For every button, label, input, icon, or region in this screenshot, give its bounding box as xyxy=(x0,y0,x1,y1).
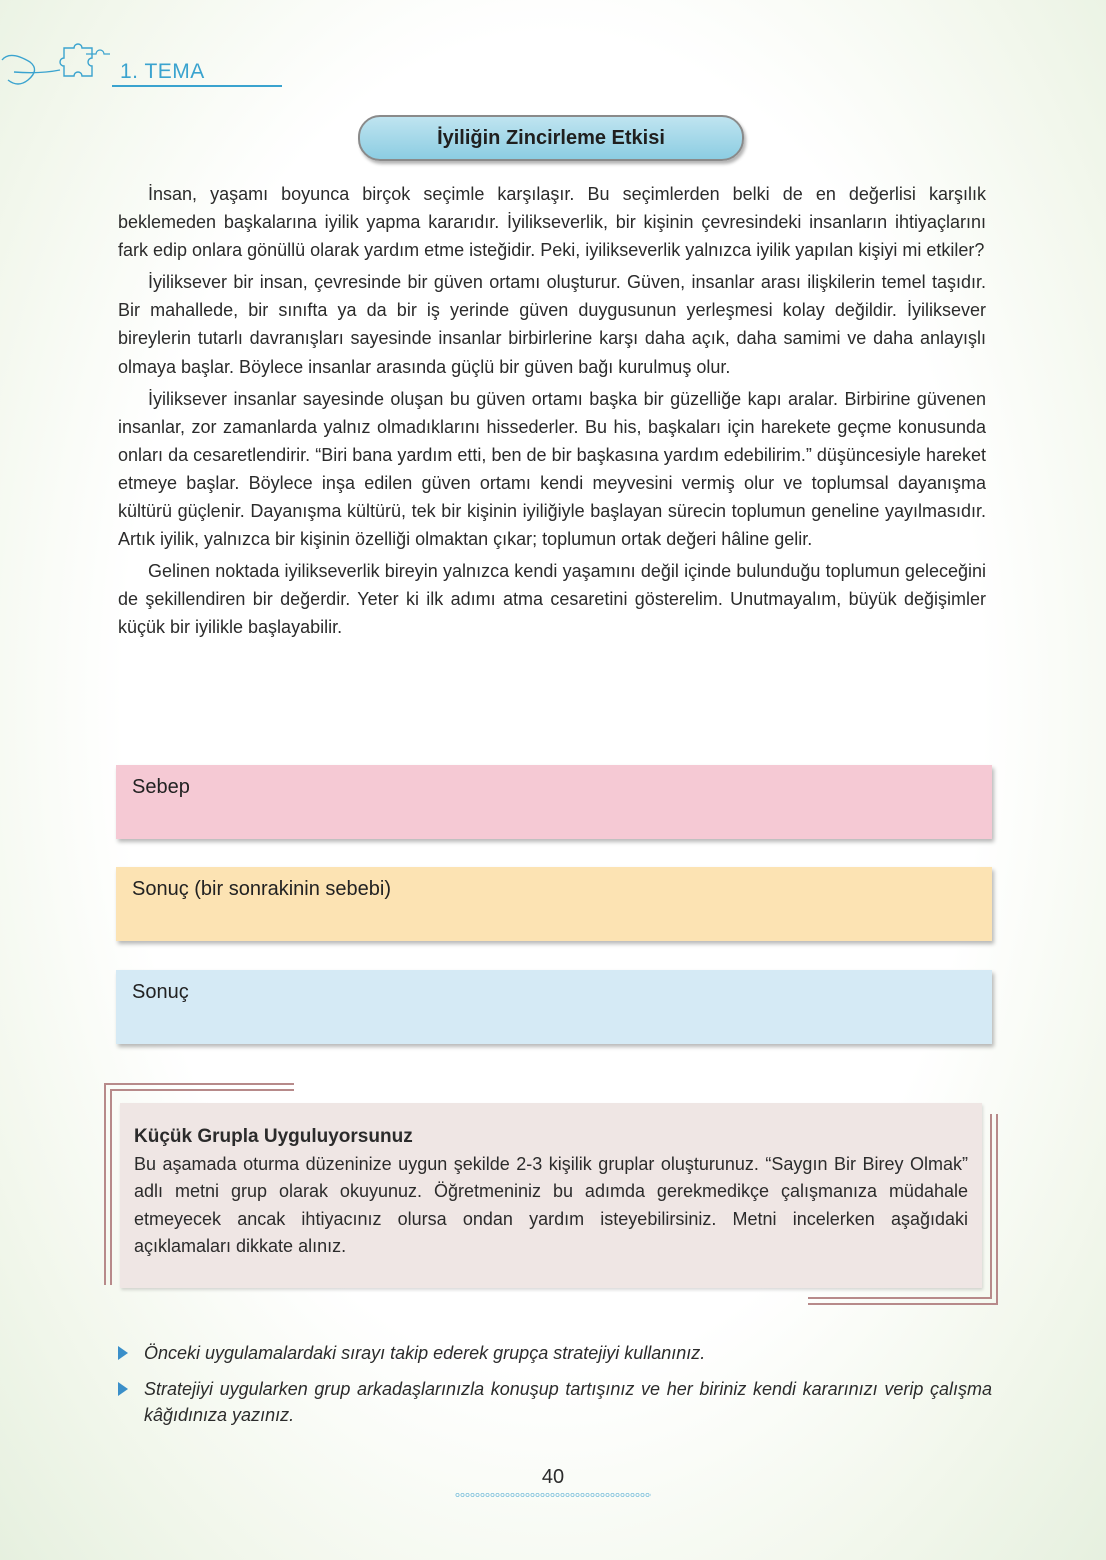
theme-label: 1. TEMA xyxy=(120,60,205,83)
paragraph-2: İyiliksever bir insan, çevresinde bir güven ortamı oluşturur. Güven, insanlar arası ilişkilerin temel taşıdır. Bir mahallede, bir sınıfta ya da bir iş yerinde güven duygusunun yerleşmesi kolay değildir. İyiliksever bireylerin tutarlı davranışları sayesinde insanlar birbirlerine karşı daha açık, daha samimi ve daha anlayışlı olmaya başlar. Böylece insanlar arasında güçlü bir güven bağı kurulmuş olur. xyxy=(118,272,986,377)
list-item-text: Stratejiyi uygularken grup arkadaşlarınızla konuşup tartışınız ve her biriniz kendi kararınızı verip çalışma kâğıdınıza yazınız. xyxy=(144,1379,992,1425)
group-activity-text: Bu aşamada oturma düzeninize uygun şekilde 2-3 kişilik gruplar oluşturunuz. “Saygın Bir Birey Olmak” adlı metni grup olarak okuyunuz. Öğretmeniniz bu adımda gerekmedikçe çalışmanıza müdahale etmeyecek ancak ihtiyacınız olursa ondan yardım isteyebilirsiniz. Metni incelerken aşağıdaki açıklamaları dikkate alınız. xyxy=(134,1153,968,1256)
section-title-box xyxy=(358,115,744,161)
sonuc-sebep-label: Sonuç (bir sonrakinin sebebi) xyxy=(132,878,392,900)
sebep-label: Sebep xyxy=(132,776,190,798)
paragraph-3: İyiliksever insanlar sayesinde oluşan bu güven ortamı başka bir güzelliğe kapı aralar. Birbirine güvenen insanlar, zor zamanlarda yalnız olmadıklarını hissederler. Bu his, başkaları için harekete geçme konusunda onları da cesaretlendirir. “Biri bana yardım etti, ben de bir başkasına yardım edebilirim.” düşüncesiyle hareket etmeye başlar. Böylece inşa edilen güven ortamı kendi meyvesini vermiş olur ve toplumsal dayanışma kültürü güçlenir. Dayanışma kültürü, tek bir kişinin iyiliğiyle başlayan sürecin toplumun geneline yayılmasıdır. Artık iyilik, yalnızca bir kişinin özelliği olmaktan çıkar; toplumun ortak değeri hâline gelir. xyxy=(118,388,986,550)
list-item xyxy=(118,1376,992,1428)
sebep-box[interactable] xyxy=(116,765,992,839)
page-number-ornament xyxy=(455,1492,651,1498)
triangle-bullet-icon xyxy=(118,1382,128,1396)
group-activity-title: Küçük Grupla Uyguluyorsunuz xyxy=(134,1126,413,1147)
article-body xyxy=(118,180,986,646)
sonuc-sebep-box[interactable] xyxy=(116,867,992,941)
triangle-bullet-icon xyxy=(118,1346,128,1360)
paragraph-4: Gelinen noktada iyilikseverlik bireyin yalnızca kendi yaşamını değil içinde bulunduğu toplumun geleceğini de şekillendiren bir değerdir. Yeter ki ilk adımı atma cesaretini gösterelim. Unutmayalım, büyük değişimler küçük bir iyilikle başlayabilir. xyxy=(118,561,986,638)
section-title: İyiliğin Zincirleme Etkisi xyxy=(437,126,665,149)
paragraph-1: İnsan, yaşamı boyunca birçok seçimle karşılaşır. Bu seçimlerden belki de en değerlisi karşılık beklemeden başkalarına iyilik yapma kararıdır. İyilikseverlik, bir kişinin çevresindeki insanların ihtiyaçlarını fark edip onlara gönüllü olarak yardım etme isteğidir. Peki, iyilikseverlik yalnızca iyilik yapılan kişiyi mi etkiler? xyxy=(118,184,986,261)
sonuc-label: Sonuç xyxy=(132,981,189,1003)
instruction-list xyxy=(118,1340,992,1438)
header-underline xyxy=(112,85,282,87)
sonuc-box[interactable] xyxy=(116,970,992,1044)
list-item xyxy=(118,1340,992,1366)
list-item-text: Önceki uygulamalardaki sırayı takip ederek grupça stratejiyi kullanınız. xyxy=(144,1343,706,1363)
group-activity-box xyxy=(120,1103,982,1288)
page-number: 40 xyxy=(541,1466,565,1488)
